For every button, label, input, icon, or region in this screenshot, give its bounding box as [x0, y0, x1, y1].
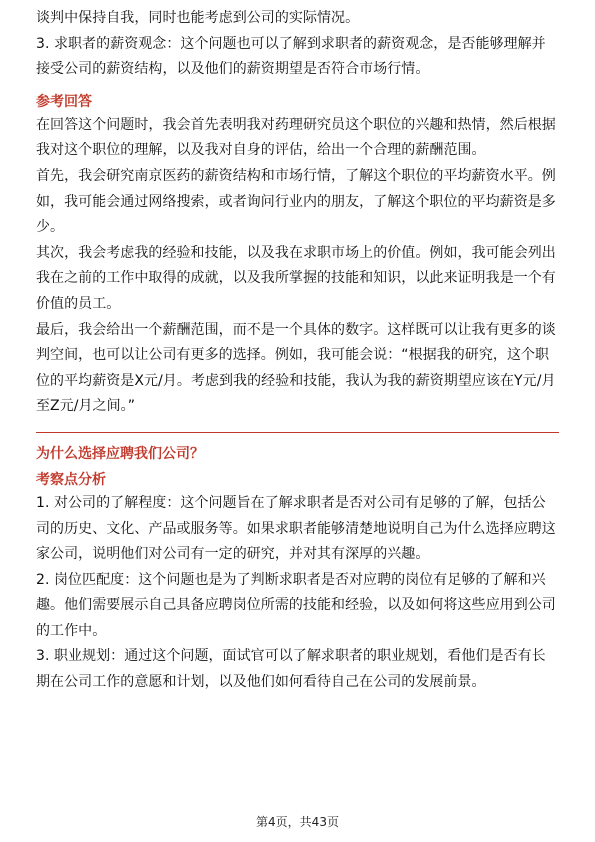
question-title: 为什么选择应聘我们公司？: [36, 445, 204, 462]
answer-paragraph: 最后，我会给出一个薪酬范围，而不是一个具体的数字。这样既可以让我有更多的谈判空间，也可以让公司有更多的选择。例如，我可能会说：“根据我的研究，这个职位的平均薪资是X元/月。考虑到我的经验和技能，我认为我的薪资期望应该在Y元/月至Z元/月之间。”: [36, 321, 556, 415]
analysis-point: 3. 职业规划：通过这个问题，面试官可以了解求职者的职业规划，看他们是否有长期在公司工作的意愿和计划，以及他们如何看待自己在公司的发展前景。: [36, 648, 546, 691]
paragraph-continued: 谈判中保持自我，同时也能考虑到公司的实际情况。: [36, 10, 360, 26]
answer-paragraph: 其次，我会考虑我的经验和技能，以及我在求职市场上的价值。例如，我可能会列出我在之前的工作中取得的成就，以及我所掌握的技能和知识，以此来证明我是一个有价值的员工。: [36, 244, 556, 312]
answer-paragraph: 首先，我会研究南京医药的薪资结构和市场行情，了解这个职位的平均薪资水平。例如，我可能会通过网络搜索，或者询问行业内的朋友，了解这个职位的平均薪资是多少。: [36, 167, 556, 236]
section-divider: [36, 432, 559, 433]
paragraph-salary-view: 3. 求职者的薪资观念：这个问题也可以了解到求职者的薪资观念，是否能够理解并接受公司的薪资结构，以及他们的薪资期望是否符合市场行情。: [36, 35, 546, 78]
answer-paragraph: 在回答这个问题时，我会首先表明我对药理研究员这个职位的兴趣和热情，然后根据我对这个职位的理解，以及我对自身的评估，给出一个合理的薪酬范围。: [36, 116, 556, 159]
page-number: 第4页，共43页: [256, 815, 339, 829]
page-content: [36, 6, 559, 696]
answer-heading: 参考回答: [36, 93, 92, 110]
analysis-point: 2. 岗位匹配度：这个问题也是为了判断求职者是否对应聘的岗位有足够的了解和兴趣。他们需要展示自己具备应聘岗位所需的技能和经验，以及如何将这些应用到公司的工作中。: [36, 571, 556, 639]
analysis-point: 1. 对公司的了解程度：这个问题旨在了解求职者是否对公司有足够的了解，包括公司的历史、文化、产品或服务等。如果求职者能够清楚地说明自己为什么选择应聘这家公司，说明他们对公司有一定的研究，并对其有深厚的兴趣。: [36, 494, 556, 563]
analysis-heading: 考察点分析: [36, 471, 106, 488]
